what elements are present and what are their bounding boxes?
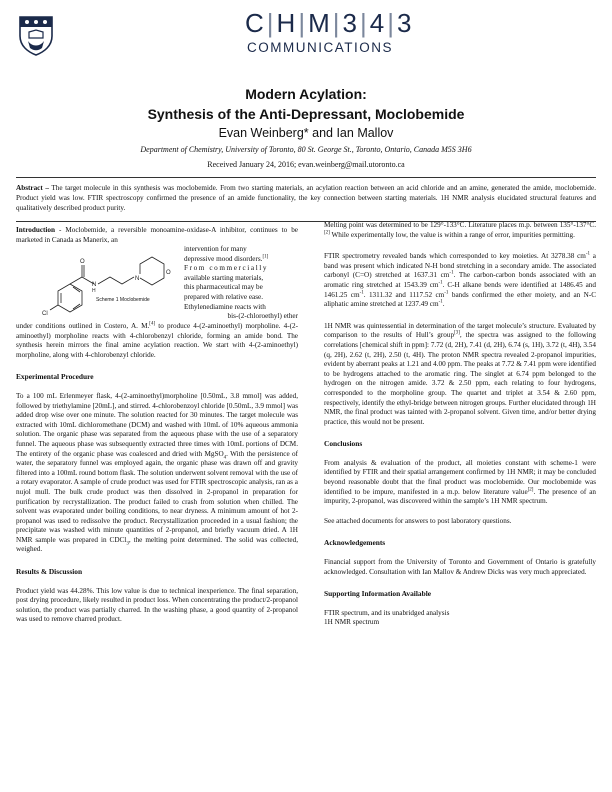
masthead-letter: C [245, 8, 266, 38]
masthead-letter: 3 [397, 8, 414, 38]
conclusions-heading: Conclusions [324, 439, 363, 449]
masthead-letter: 3 [342, 8, 359, 38]
supporting-info-line: 1H NMR spectrum [324, 618, 380, 627]
ftir-paragraph: FTIR spectrometry revealed bands which corresponded to key moieties. At 3278.38 $cm^{-1}$ a band was present which indicated N-H bond stretching in a secondary amide. The associated carbonyl (C=O) stretched at 1637.31 $cm^{-1}$. The carbon-carbon bonds associated with an aromatic ring stretched at 1543.39 $cm^{-1}$. C-H alkane bends were identified at 1486.45 and 1461.25 $cm^{-1}$. 1311.32 and 1117.52 $cm^{-1}$ bands confirmed the ether moiety, and an N-C aliphatic amine stretched at 1237.49 $cm^{-1}$. [324, 251, 597, 309]
citation-ref: [3] [454, 330, 460, 336]
see-attached-note: See attached documents for answers to post laboratory questions. [324, 516, 512, 525]
masthead-letter: H [276, 8, 298, 38]
intro-wrap-line: available starting materials, [184, 273, 264, 282]
figure-caption: Scheme 1 Moclobemide [96, 297, 150, 303]
affiliation: Department of Chemistry, University of Toronto, 80 St. George St., Toronto, Ontario, Canada M5S 3H6 [140, 145, 472, 154]
intro-wrap-line: this pharmaceutical may be [184, 283, 263, 292]
abstract-text: The target molecule in this synthesis was moclobemide. From two starting materials, an acylation reaction between an acid chloride and an amine, generated the amide, moclobemide. Product yield was low. FTIR spectroscopy confirmed the presence of an amide functionality, the key connection between starting materials. 1H NMR analysis elucidated structural features and qualitatively described product purity. [16, 184, 596, 213]
results-heading: Results & Discussion [16, 567, 83, 577]
received-date-email: Received January 24, 2016; evan.weinberg@mail.utoronto.ca [207, 160, 405, 169]
abstract-label: Abstract – [16, 184, 49, 192]
melting-point-paragraph: Melting point was determined to be 129°-133°C. Literature places m.p. between 135°-137°C.[2] While experimentally low, the value is within a range of error, impurities permitting. [324, 221, 596, 239]
university-crest-logo [16, 14, 56, 56]
intro-wrap-line: From commercially [184, 264, 269, 273]
intro-wrap-text [184, 245, 298, 322]
experimental-heading: Experimental Procedure [16, 372, 94, 382]
intro-wrap-line: bis-(2-chloroethyl) ether [227, 312, 298, 321]
intro-wrap-line: Ethylenediamine reacts with [184, 302, 266, 311]
abstract [16, 183, 596, 214]
citation-ref: [2] [324, 230, 330, 236]
atom-label-nh: N [92, 282, 97, 288]
atom-label-ring-n: N [135, 276, 140, 282]
experimental-paragraph: To a 100 mL Erlenmeyer flask, 4-(2-aminoethyl)morpholine [0.50mL, 3.8 mmol] was added, followed by triethylamine [20mL], and stirred. 4-chlorobenzoyl chloride [0.50mL, 3.9 mmol] was added drop wise over one minute. The solution reacted for 30 minutes. The target molecule was extracted with 10mL dichloromethane (DCM) and washed with 10mL of 10% aqueous ammonia solution. The organic phase was separated from the aqueous phase with the use of a separatory funnel. The aqueous phase was subsequently extracted three times with 10mL portions of DCM. The entirety of the organic phase was coalesced and dried with MgSO$_4$. With the persistence of water, the separatory funnel was employed again, the organic phase was drawn off and gravity filtered into a 100mL round bottom flask. The solution underwent solvent removal with the use of a rotary evaporator. A sample of crude product was used for FTIR spectroscopic analysis, ran as a nujol mull. The bulk crude product was then dissolved in 2-propanol in preparation for purification by recrystallization. The product failed to crash from solution when chilled. The solvent was evaporated under boiling conditions, to near dryness. A minimum amount of hot 2-propanol was used to redissolve the product. Recrystallization proceeded in a usual fashion; the precipitate was washed with minute quantities of 2-propanol, and briefly vacuum dried. A 1H NMR sample was prepared in CDCl$_3$, the melting point determined. The solid was collected, weighed. [16, 391, 299, 554]
paper-title-line-2: Synthesis of the Anti-Depressant, Moclobemide [147, 106, 465, 122]
moclobemide-structure-figure [40, 252, 190, 324]
intro-wrap-line: prepared with relative ease. [184, 292, 264, 301]
citation-ref: [1] [262, 254, 269, 260]
atom-label-nh-hydrogen: H [92, 288, 96, 294]
intro-wrap-line-with-ref: depressive mood disorders.[1] [184, 254, 269, 263]
intro-lead-text: - Moclobemide, a reversible monoamine-oxidase-A inhibitor, continues to be marketed in Canada as Manerix, an [16, 226, 298, 244]
masthead-subtitle: COMMUNICATIONS [247, 40, 393, 55]
intro-lead [16, 226, 298, 245]
atom-label-carbonyl-o: O [80, 259, 85, 265]
intro-wrap-line: intervention for many [184, 245, 247, 253]
acknowledgements-heading: Acknowledgements [324, 538, 386, 548]
journal-masthead: C|H|M|3|4|3 [245, 8, 414, 38]
citation-ref: [2] [527, 487, 534, 493]
acknowledgements-paragraph: Financial support from the University of Toronto and Government of Ontario is gratefully acknowledged. Consultation with Ian Mallov & Andrew Dicks was very much appreciated. [324, 558, 596, 576]
intro-heading: Introduction [16, 226, 56, 234]
masthead-letter: 4 [369, 8, 387, 38]
abstract-top-rule [16, 177, 596, 178]
right-column-body [324, 221, 596, 628]
masthead-letter: M [308, 8, 332, 38]
citation-ref: [4] [149, 321, 156, 327]
nmr-paragraph: 1H NMR was quintessential in determination of the target molecule’s structure. Evaluated by comparison to the results of Hull’s group[3], the spectra was assigned to the following correlations [chemical shift in ppm]: 7.72 (d, 2H), 7.41 (d, 2H), 6.74 (s, 1H), 3.72 (t, 4H), 3.54 (q, 2H), 2.62 (t, 2H), 2.50 (t, 4H). The proton NMR spectra revealed 2-propanol impurities, evident by aberrant peaks at 1.21 and 4.00 ppm. The peaks at 7.72 & 7.41 ppm were identified to be hydrogens attached to the aromatic ring. The singlet at 6.74 ppm belonged to the hydrogen on the nitrogen amide. 3.72 & 2.50 ppm, each relating to four hydrogens, corresponded to the morpholine group. The quartet and triplet at 3.54 & 2.60 ppm, respectively, identify the ethyl-bridge between nitrogen groups. Further elucidated through 1H NMR, the final product was tainted with 2-propanol solvent. Given time, and/or better drying practice, this would not be present. [324, 321, 596, 426]
intro-paragraph-continued: under conditions outlined in Costero, A. M.[4] to produce 4-(2-aminoethyl) morpholine. 4-(2-aminoethyl) morpholine reacts with 4-chlorobenzyl chloride, forming an amide bond. The synthesis herein mirrors the final amine acylation reaction. We start with 4-(2-aminoethyl) morpholine, along with 4-chlorobenzyl chloride. [16, 321, 298, 359]
authors: Evan Weinberg* and Ian Mallov [218, 126, 394, 140]
atom-label-ring-o: O [166, 270, 171, 276]
supporting-info-heading: Supporting Information Available [324, 589, 432, 599]
atom-label-cl: Cl [42, 311, 48, 317]
left-column-body [16, 322, 298, 625]
results-paragraph: Product yield was 44.28%. This low value is due to technical inexperience. The final separation, post drying procedure, likely resulted in product loss. When concentrating the product/2-propanol solution, the product was partially charred. In the washing phase, a good quantity of 2-propanol was used to remove charred product. [16, 586, 298, 624]
supporting-info-line: FTIR spectrum, and its unabridged analysis [324, 608, 450, 617]
conclusions-paragraph: From analysis & evaluation of the product, all moieties constant with scheme-1 were identified by FTIR and their spatial arrangement confirmed by 1H NMR; it may be concluded beyond reasonable doubt that the final product was moclobemide. Our moclobemide was identified to be impure, manifested in a m.p. below literature value[2]. The presence of an impurity, 2-propanol, was discovered within the sample’s 1H NMR spectrum. [324, 458, 596, 506]
paper-title-line-1: Modern Acylation: [245, 86, 367, 102]
